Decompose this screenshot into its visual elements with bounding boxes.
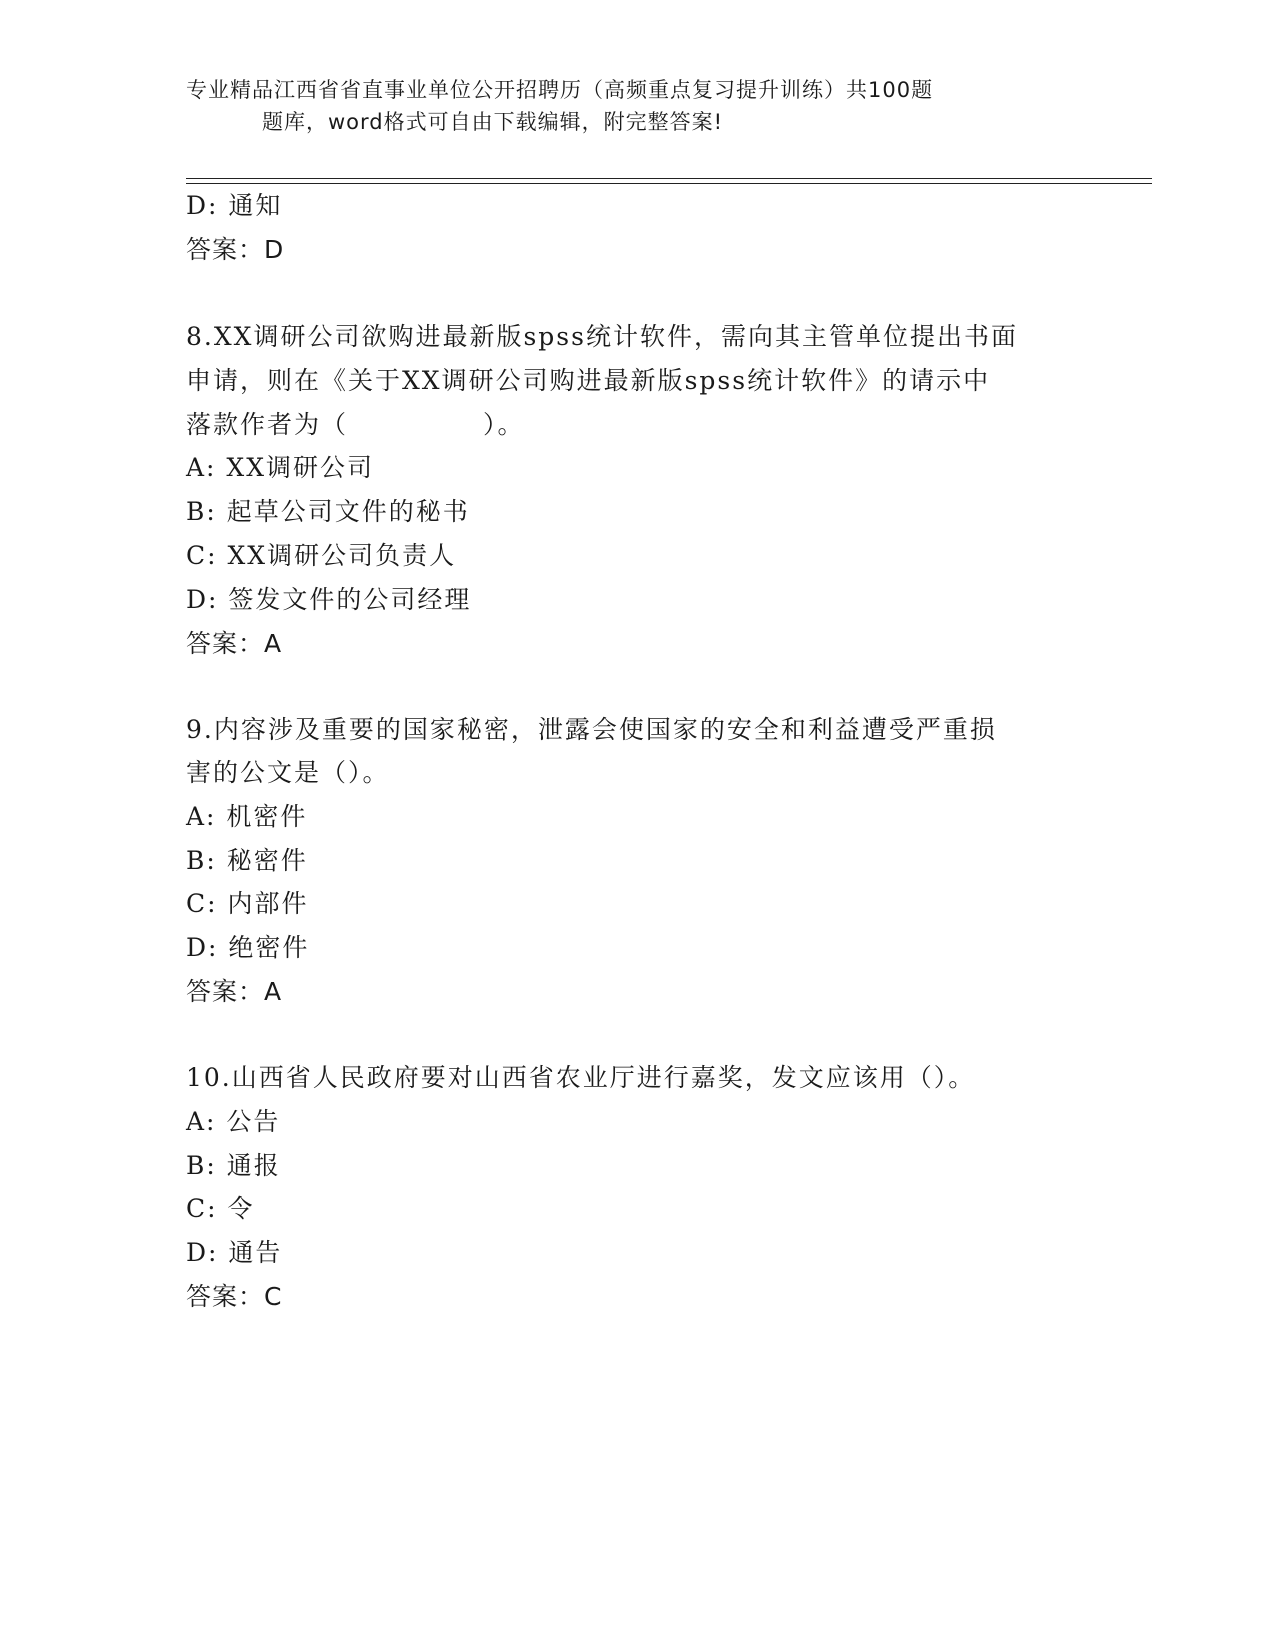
header-title-line1: 专业精品江西省省直事业单位公开招聘历（高频重点复习提升训练）共100题 [186,78,934,102]
q9-option-b: B: 秘密件 [186,846,308,875]
q10-option-c: C: 令 [186,1194,255,1223]
q9-stem-line1: 9.内容涉及重要的国家秘密，泄露会使国家的安全和利益遭受严重损 [186,715,997,744]
prev-option-d: D: 通知 [186,191,283,220]
q8-option-a: A: XX调研公司 [186,453,375,482]
q8-stem-line2: 申请，则在《关于XX调研公司购进最新版spss统计软件》的请示中 [186,366,991,395]
q8-option-c: C: XX调研公司负责人 [186,541,457,570]
q9-stem-line2: 害的公文是（）。 [186,758,390,787]
q10-stem-line1: 10.山西省人民政府要对山西省农业厅进行嘉奖，发文应该用（）。 [186,1063,976,1092]
document-header [186,74,1086,138]
prev-answer: 答案：D [186,235,285,264]
q8-answer: 答案：A [186,629,283,658]
header-divider-top [186,178,1152,179]
q9-option-a: A: 机密件 [186,802,308,831]
header-title-line2: 题库，word格式可自由下载编辑，附完整答案! [262,110,724,134]
q9-answer: 答案：A [186,977,283,1006]
q9-option-d: D: 绝密件 [186,933,310,962]
q10-option-d: D: 通告 [186,1238,283,1267]
q8-option-d: D: 签发文件的公司经理 [186,585,472,614]
q10-option-b: B: 通报 [186,1151,281,1180]
q8-stem-line3: 落款作者为（ ）。 [186,410,525,439]
q9-option-c: C: 内部件 [186,889,309,918]
header-divider-bottom [186,183,1152,184]
q8-stem-line1: 8.XX调研公司欲购进最新版spss统计软件，需向其主管单位提出书面 [186,322,1018,351]
q10-answer: 答案：C [186,1282,283,1311]
q8-option-b: B: 起草公司文件的秘书 [186,497,470,526]
q10-option-a: A: 公告 [186,1107,281,1136]
